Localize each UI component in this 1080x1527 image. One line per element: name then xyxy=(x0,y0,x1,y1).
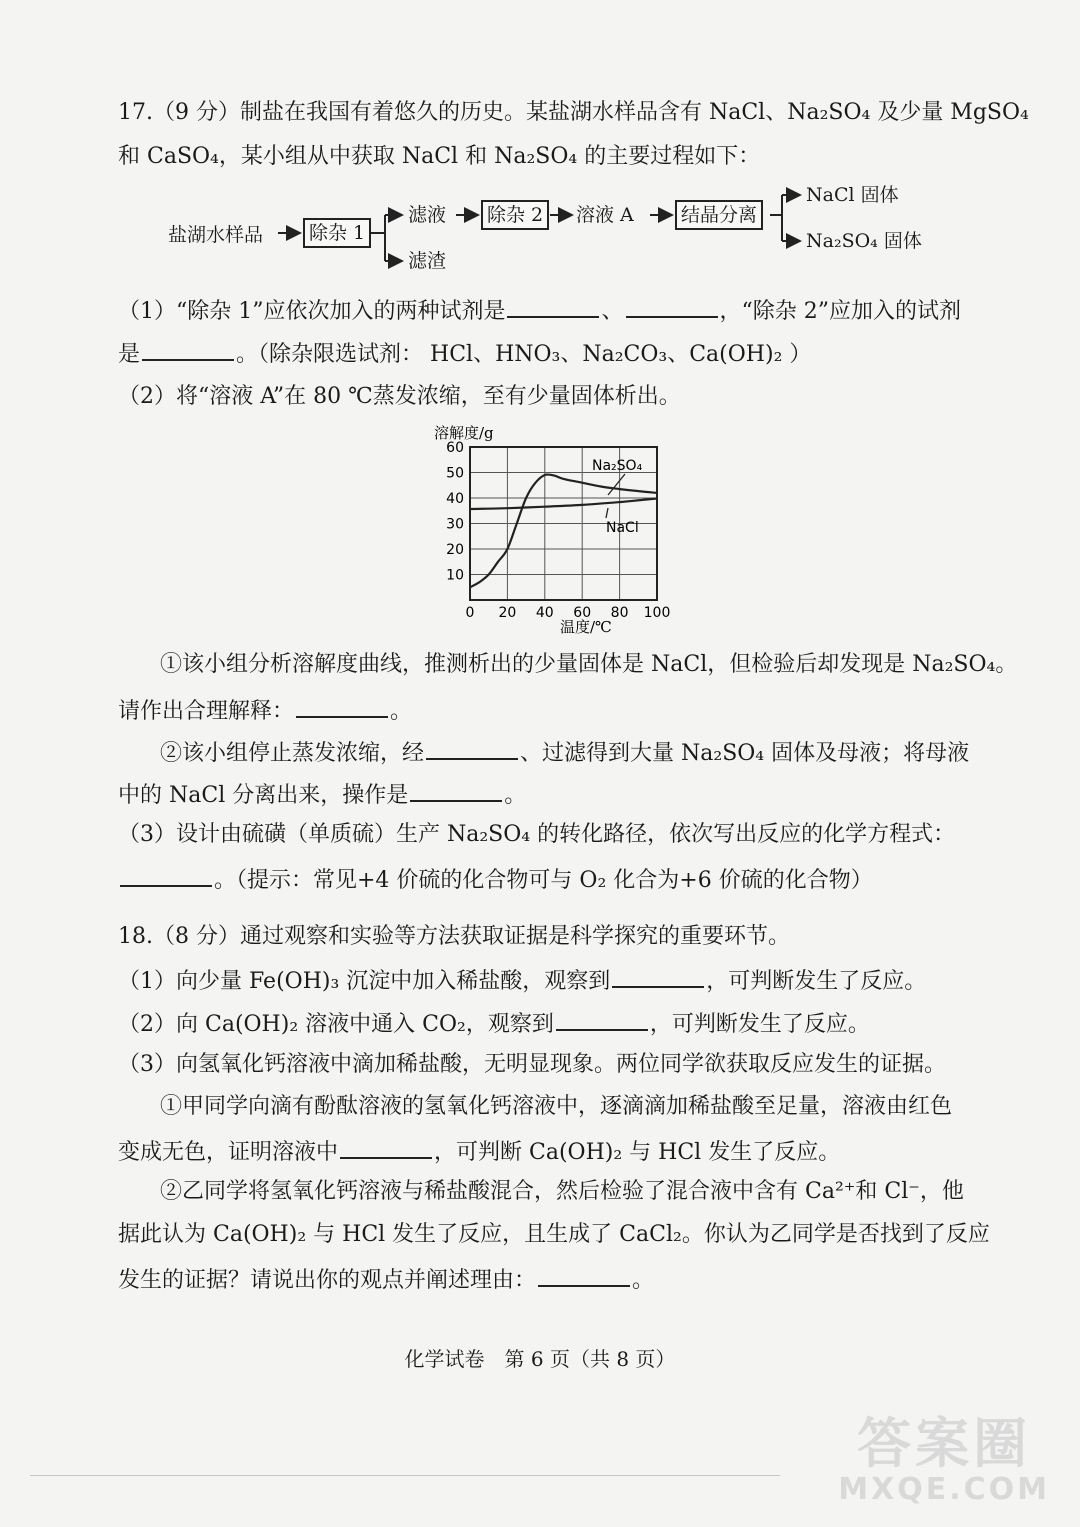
q18-part2-line: （2）向 Ca(OH)₂ 溶液中通入 CO₂，观察到 ，可判断发生了反应。 xyxy=(118,1007,870,1040)
solubility-chart xyxy=(430,420,680,645)
answer-blank[interactable] xyxy=(296,694,388,718)
q18-sub2-line1: ②乙同学将氢氧化钙溶液与稀盐酸混合，然后检验了混合液中含有 Ca²⁺和 Cl⁻，他 xyxy=(160,1179,964,1204)
flow-box-impurity-removal-2: 除杂 2 xyxy=(481,200,549,230)
q18-part1-line: （1）向少量 Fe(OH)₃ 沉淀中加入稀盐酸，观察到 ，可判断发生了反应。 xyxy=(118,964,926,997)
x-tick-label: 40 xyxy=(535,605,554,621)
answer-blank[interactable] xyxy=(626,294,718,318)
q17-part1-line1: （1）“除杂 1”应依次加入的两种试剂是 、 ，“除杂 2”应加入的试剂 xyxy=(118,294,961,327)
watermark-url: MXQE.COM xyxy=(838,1472,1050,1507)
nacl-leader-line xyxy=(606,508,608,518)
q17-sub2-line1: ②该小组停止蒸发浓缩，经 、过滤得到大量 Na₂SO₄ 固体及母液；将母液 xyxy=(160,736,969,769)
q17-sub2-line2: 中的 NaCl 分离出来，操作是 。 xyxy=(118,778,526,811)
y-tick-label: 30 xyxy=(446,516,464,533)
q17-part1-line2: 是 。（除杂限选试剂： HCl、HNO₃、Na₂CO₃、Ca(OH)₂ ） xyxy=(118,337,811,370)
flow-filtrate-label: 滤液 xyxy=(408,204,447,226)
q17-intro-line1: 17.（9 分）制盐在我国有着悠久的历史。某盐湖水样品含有 NaCl、Na₂SO₄ 及少量 MgSO₄ xyxy=(118,100,1029,125)
x-tick-label: 0 xyxy=(465,605,475,621)
answer-blank[interactable] xyxy=(340,1135,432,1159)
x-axis-label: 温度/℃ xyxy=(560,618,612,636)
page-footer: 化学试卷 第 6 页（共 8 页） xyxy=(404,1347,676,1371)
series-label-na2so4: Na₂SO₄ xyxy=(592,458,643,474)
answer-blank[interactable] xyxy=(426,736,518,760)
answer-blank[interactable] xyxy=(556,1007,648,1031)
q18-part3-line: （3）向氢氧化钙溶液中滴加稀盐酸，无明显现象。两位同学欲获取反应发生的证据。 xyxy=(118,1052,946,1077)
series-nacl-curve xyxy=(470,499,657,510)
answer-blank[interactable] xyxy=(538,1263,630,1287)
flow-box-impurity-removal-1: 除杂 1 xyxy=(303,218,371,248)
y-tick-label: 40 xyxy=(446,491,464,507)
x-tick-label: 100 xyxy=(643,605,671,621)
q17-intro-line2: 和 CaSO₄，某小组从中获取 NaCl 和 Na₂SO₄ 的主要过程如下： xyxy=(118,144,761,169)
x-tick-label: 20 xyxy=(498,605,517,621)
y-tick-label: 50 xyxy=(446,465,464,482)
y-axis-label: 溶解度/g xyxy=(434,424,494,442)
q17-sub1-line2: 请作出合理解释： 。 xyxy=(118,694,412,727)
q18-intro-line: 18.（8 分）通过观察和实验等方法获取证据是科学探究的重要环节。 xyxy=(118,924,790,949)
na2so4-leader-line xyxy=(608,474,625,495)
q18-sub1-line2: 变成无色，证明溶液中 ，可判断 Ca(OH)₂ 与 HCl 发生了反应。 xyxy=(118,1135,840,1168)
flow-output-na2so4: Na₂SO₄ 固体 xyxy=(806,230,922,252)
y-tick-label: 60 xyxy=(446,440,464,456)
flow-output-nacl: NaCl 固体 xyxy=(806,184,899,206)
q18-sub2-line3: 发生的证据？请说出你的观点并阐述理由： 。 xyxy=(118,1263,654,1296)
q17-part2-line: （2）将“溶液 A”在 80 ℃蒸发浓缩，至有少量固体析出。 xyxy=(118,384,681,409)
y-tick-label: 20 xyxy=(446,542,464,558)
flow-residue-label: 滤渣 xyxy=(408,250,447,272)
answer-blank[interactable] xyxy=(142,337,234,361)
flow-start-label: 盐湖水样品 xyxy=(168,224,264,246)
series-label-nacl: NaCl xyxy=(606,520,639,536)
answer-blank[interactable] xyxy=(507,294,599,318)
y-tick-labels xyxy=(446,440,464,584)
bottom-divider xyxy=(30,1475,780,1476)
flow-box-crystallization: 结晶分离 xyxy=(675,200,763,230)
x-tick-label: 60 xyxy=(573,605,592,621)
answer-blank[interactable] xyxy=(410,778,502,802)
answer-blank[interactable] xyxy=(612,964,704,988)
flow-solution-a-label: 溶液 A xyxy=(576,204,634,226)
x-tick-label: 80 xyxy=(610,605,629,621)
q17-part3-line2: 。（提示：常见+4 价硫的化合物可与 O₂ 化合为+6 价硫的化合物） xyxy=(118,863,873,896)
q18-sub2-line2: 据此认为 Ca(OH)₂ 与 HCl 发生了反应，且生成了 CaCl₂。你认为乙同学是否找到了反应 xyxy=(118,1222,990,1247)
q18-sub1-line1: ①甲同学向滴有酚酞溶液的氢氧化钙溶液中，逐滴滴加稀盐酸至足量，溶液由红色 xyxy=(160,1094,953,1119)
y-tick-label: 10 xyxy=(446,567,464,584)
watermark-text: 答案圈 xyxy=(857,1412,1032,1475)
process-flow-diagram xyxy=(160,185,940,280)
watermark-logo xyxy=(838,1412,1050,1507)
q17-sub1-line1: ①该小组分析溶解度曲线，推测析出的少量固体是 NaCl，但检验后却发现是 Na₂SO₄。 xyxy=(160,652,1018,677)
q17-part3-line1: （3）设计由硫磺（单质硫）生产 Na₂SO₄ 的转化路径，依次写出反应的化学方程式： xyxy=(118,822,956,847)
answer-blank[interactable] xyxy=(120,863,212,887)
